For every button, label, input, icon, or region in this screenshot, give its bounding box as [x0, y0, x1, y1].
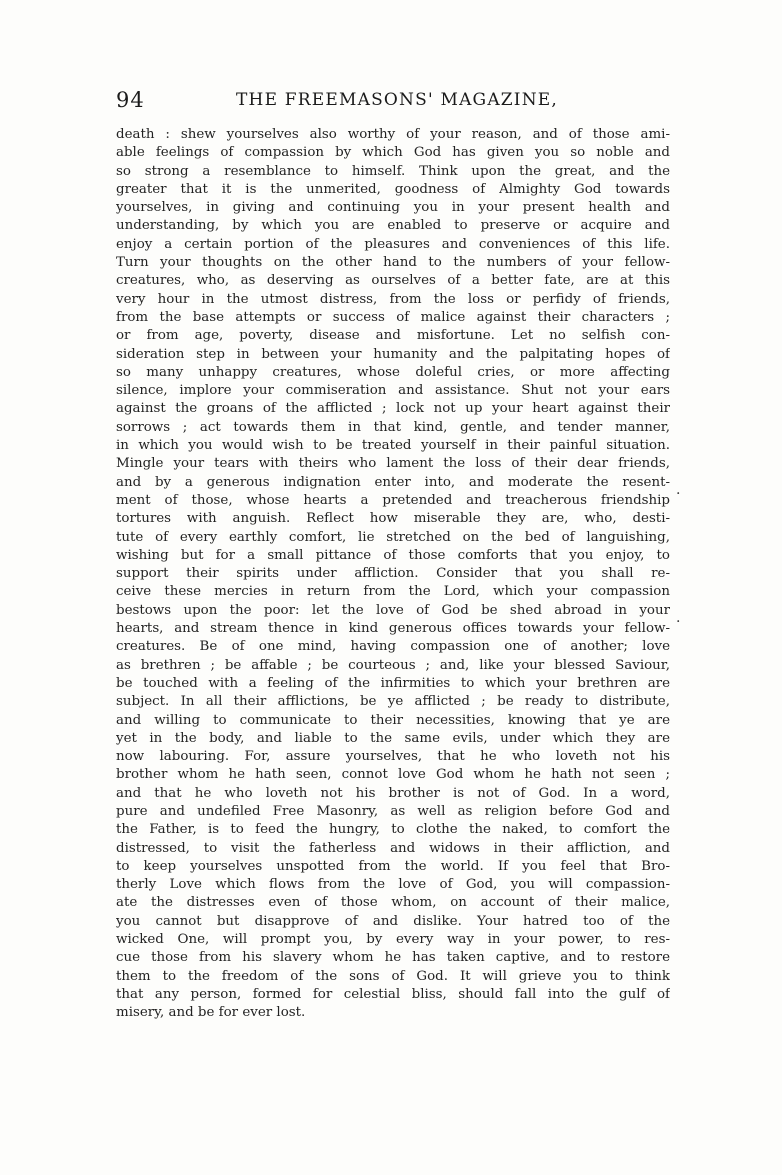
- text-line: in which you would wish to be treated yourself in their painful situation.: [116, 438, 670, 454]
- running-title: THE FREEMASONS' MAGAZINE,: [236, 90, 559, 110]
- text-line: ment of those, whose hearts a pretended and treacherous friendship: [116, 492, 670, 508]
- text-line: subject. In all their afflictions, be ye afflicted ; be ready to distribute,: [116, 694, 670, 710]
- text-line: able feelings of compassion by which God has given you so noble and: [116, 145, 670, 161]
- text-line: them to the freedom of the sons of God. It will grieve you to think: [116, 968, 670, 984]
- text-line: therly Love which flows from the love of God, you will compassion-: [116, 877, 670, 893]
- text-line: so many unhappy creatures, whose doleful cries, or more affecting: [116, 364, 670, 380]
- text-line: or from age, poverty, disease and misfortune. Let no selfish con-: [116, 328, 670, 344]
- page-header: [116, 88, 668, 118]
- text-line: and that he who loveth not his brother is not of God. In a word,: [116, 785, 670, 801]
- text-line: that any person, formed for celestial bliss, should fall into the gulf of: [116, 986, 670, 1002]
- text-line: Mingle your tears with theirs who lament the loss of their dear friends,: [116, 456, 670, 472]
- text-line: understanding, by which you are enabled to preserve or acquire and: [116, 218, 670, 234]
- text-line: sorrows ; act towards them in that kind, gentle, and tender manner,: [116, 419, 670, 435]
- text-line: support their spirits under affliction. Consider that you shall re-: [116, 566, 670, 582]
- text-line: wicked One, will prompt you, by every way in your power, to res-: [116, 932, 670, 948]
- text-line: as brethren ; be affable ; be courteous ; and, like your blessed Saviour,: [116, 657, 670, 673]
- text-line: distressed, to visit the fatherless and widows in their affliction, and: [116, 840, 670, 856]
- text-line: bestows upon the poor: let the love of God be shed abroad in your: [116, 602, 670, 618]
- text-line: greater that it is the unmerited, goodness of Almighty God towards: [116, 181, 670, 197]
- text-line: very hour in the utmost distress, from the loss or perfidy of friends,: [116, 291, 670, 307]
- text-line: hearts, and stream thence in kind generous offices towards your fellow-: [116, 621, 670, 637]
- text-line: ate the distresses even of those whom, on account of their malice,: [116, 895, 670, 911]
- text-line: now labouring. For, assure yourselves, that he who loveth not his: [116, 749, 670, 765]
- text-line: death : shew yourselves also worthy of your reason, and of those ami-: [116, 127, 670, 142]
- margin-mark: .: [676, 610, 681, 626]
- text-line: the Father, is to feed the hungry, to clothe the naked, to comfort the: [116, 822, 670, 838]
- text-line: ceive these mercies in return from the Lord, which your compassion: [116, 584, 670, 600]
- text-line: so strong a resemblance to himself. Think upon the great, and the: [116, 163, 670, 179]
- text-line: creatures. Be of one mind, having compassion one of another; love: [116, 639, 670, 655]
- margin-mark: .: [676, 482, 681, 498]
- text-line: and by a generous indignation enter into, and moderate the resent-: [116, 474, 670, 490]
- page-number: 94: [116, 88, 145, 112]
- text-line: tortures with anguish. Reflect how miserable they are, who, desti-: [116, 511, 670, 527]
- text-line: pure and undefiled Free Masonry, as well as religion before God and: [116, 803, 670, 819]
- text-line: brother whom he hath seen, connot love God whom he hath not seen ;: [116, 767, 670, 783]
- text-line: sideration step in between your humanity and the palpitating hopes of: [116, 346, 670, 362]
- text-line: silence, implore your commiseration and assistance. Shut not your ears: [116, 383, 670, 399]
- text-line: from the base attempts or success of malice against their characters ;: [116, 309, 670, 325]
- text-line: and willing to communicate to their necessities, knowing that ye are: [116, 712, 670, 728]
- text-line: cue those from his slavery whom he has taken captive, and to restore: [116, 950, 670, 966]
- text-line: you cannot but disapprove of and dislike. Your hatred too of the: [116, 913, 670, 929]
- body-text: [116, 126, 670, 1023]
- text-line: be touched with a feeling of the infirmities to which your brethren are: [116, 675, 670, 691]
- text-line: yet in the body, and liable to the same evils, under which they are: [116, 730, 670, 746]
- text-line: tute of every earthly comfort, lie stretched on the bed of languishing,: [116, 529, 670, 545]
- text-line: misery, and be for ever lost.: [116, 1005, 306, 1021]
- text-line: creatures, who, as deserving as ourselves of a better fate, are at this: [116, 273, 670, 289]
- text-line: enjoy a certain portion of the pleasures and conveniences of this life.: [116, 236, 670, 252]
- text-line: against the groans of the afflicted ; lock not up your heart against their: [116, 401, 670, 417]
- text-line: yourselves, in giving and continuing you in your present health and: [116, 200, 670, 216]
- text-line: wishing but for a small pittance of those comforts that you enjoy, to: [116, 547, 670, 563]
- text-line: to keep yourselves unspotted from the world. If you feel that Bro-: [116, 858, 670, 874]
- text-line: Turn your thoughts on the other hand to the numbers of your fellow-: [116, 255, 670, 271]
